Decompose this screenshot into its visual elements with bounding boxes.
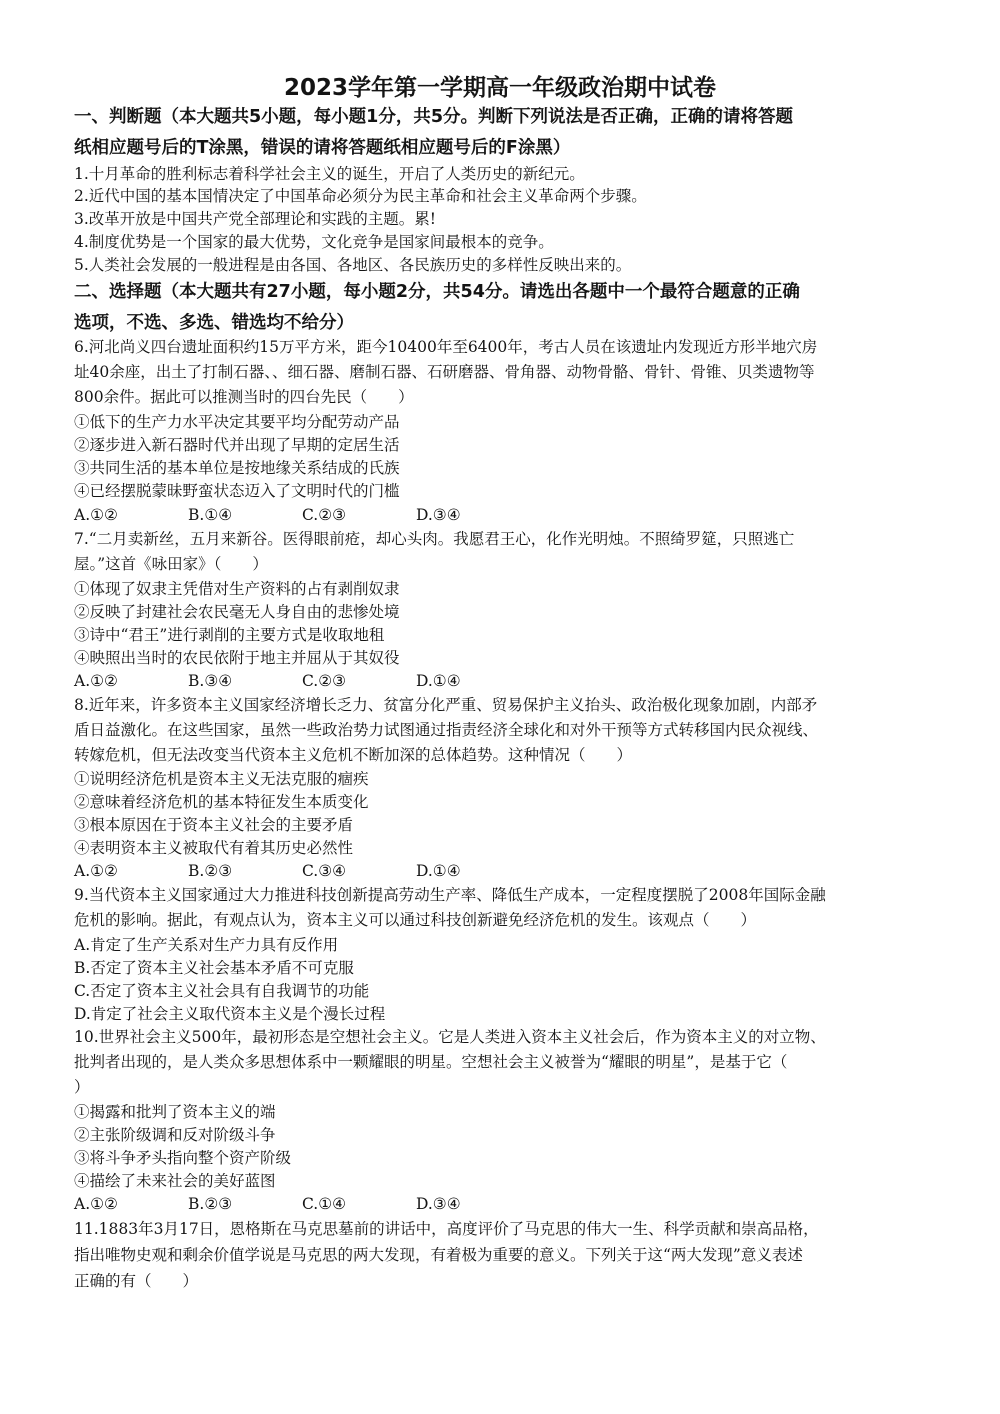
section1-header-cont: 纸相应题号后的T涂黑，错误的请将答题纸相应题号后的F涂黑）: [74, 138, 571, 158]
option-a[interactable]: A.①②: [74, 506, 118, 524]
question-6-options: [74, 504, 932, 526]
question-7-statement: ④映照出当时的农民依附于地主并屈从于其奴役: [74, 649, 400, 667]
question-6-statement: ①低下的生产力水平决定其要平均分配劳动产品: [74, 413, 400, 431]
option-b[interactable]: B.②③: [188, 1195, 233, 1213]
question-11-stem: 11.1883年3月17日，恩格斯在马克思墓前的讲话中，高度评价了马克思的伟大一生、科学贡献和崇高品格，: [74, 1220, 819, 1238]
question-7-statement: ①体现了奴隶主凭借对生产资料的占有剥削奴隶: [74, 580, 400, 598]
question-9-stem: 危机的影响。据此，有观点认为，资本主义可以通过科技创新避免经济危机的发生。该观点（ ）: [74, 911, 757, 929]
question-9-choice-d[interactable]: D.肯定了社会主义取代资本主义是个漫长过程: [74, 1005, 386, 1023]
question-10-stem: 10.世界社会主义500年，最初形态是空想社会主义。它是人类进入资本主义社会后，作为资本主义的对立物、: [74, 1028, 826, 1046]
option-c[interactable]: C.②③: [302, 506, 347, 524]
question-7-options: [74, 670, 932, 692]
question-9-stem: 9.当代资本主义国家通过大力推进科技创新提高劳动生产率、降低生产成本，一定程度摆脱了2008年国际金融: [74, 886, 826, 904]
question-6-statement: ③共同生活的基本单位是按地缘关系结成的氏族: [74, 459, 400, 477]
question-8-statement: ③根本原因在于资本主义社会的主要矛盾: [74, 816, 354, 834]
exam-title: 2023学年第一学期高一年级政治期中试卷: [283, 75, 716, 101]
question-7-statement: ②反映了封建社会农民毫无人身自由的悲惨处境: [74, 603, 400, 621]
question-10-statement: ④描绘了未来社会的美好蓝图: [74, 1172, 276, 1190]
question-9-choice-b[interactable]: B.否定了资本主义社会基本矛盾不可克服: [74, 959, 354, 977]
question-10-options: [74, 1193, 932, 1215]
question-8-stem: 盾日益激化。在这些国家，虽然一些政治势力试图通过指责经济全球化和对外干预等方式转移国内民众视线、: [74, 721, 819, 739]
section2-header: 二、选择题（本大题共有27小题，每小题2分，共54分。请选出各题中一个最符合题意的正确: [74, 282, 800, 302]
question-10-stem: 批判者出现的，是人类众多思想体系中一颗耀眼的明星。空想社会主义被誉为“耀眼的明星”，是基于它（: [74, 1053, 788, 1071]
judgment-item: 5.人类社会发展的一般进程是由各国、各地区、各民族历史的多样性反映出来的。: [74, 256, 632, 274]
question-6-stem: 6.河北尚义四台遗址面积约15万平方米，距今10400年至6400年，考古人员在该遗址内发现近方形半地穴房: [74, 338, 818, 356]
option-a[interactable]: A.①②: [74, 1195, 118, 1213]
question-8-statement: ④表明资本主义被取代有着其历史必然性: [74, 839, 354, 857]
option-c[interactable]: C.②③: [302, 672, 347, 690]
question-10-stem: ）: [74, 1078, 90, 1096]
question-8-statement: ②意味着经济危机的基本特征发生本质变化: [74, 793, 369, 811]
question-6-statement: ④已经摆脱蒙昧野蛮状态迈入了文明时代的门槛: [74, 482, 400, 500]
option-d[interactable]: D.①④: [416, 862, 461, 880]
question-11-stem: 正确的有（ ）: [74, 1272, 199, 1290]
question-11-stem: 指出唯物史观和剩余价值学说是马克思的两大发现，有着极为重要的意义。下列关于这“两大发现”意义表述: [74, 1246, 803, 1264]
question-7-statement: ③诗中“君王”进行剥削的主要方式是收取地租: [74, 626, 385, 644]
judgment-item: 3.改革开放是中国共产党全部理论和实践的主题。累!: [74, 210, 437, 228]
option-d[interactable]: D.③④: [416, 1195, 461, 1213]
question-10-statement: ①揭露和批判了资本主义的端: [74, 1103, 276, 1121]
question-7-stem: 7.“二月卖新丝，五月来新谷。医得眼前疮，却心头肉。我愿君王心，化作光明烛。不照绮罗筵，只照逃亡: [74, 530, 795, 548]
question-8-stem: 转嫁危机，但无法改变当代资本主义危机不断加深的总体趋势。这种情况（ ）: [74, 746, 633, 764]
question-8-statement: ①说明经济危机是资本主义无法克服的痼疾: [74, 770, 369, 788]
judgment-item: 2.近代中国的基本国情决定了中国革命必须分为民主革命和社会主义革命两个步骤。: [74, 187, 647, 205]
question-9-choice-a[interactable]: A.肯定了生产关系对生产力具有反作用: [74, 936, 339, 954]
option-c[interactable]: C.①④: [302, 1195, 347, 1213]
question-7-stem: 屋。”这首《咏田家》（ ）: [74, 555, 268, 573]
option-d[interactable]: D.①④: [416, 672, 461, 690]
question-8-options: [74, 860, 932, 882]
question-6-stem: 址40余座，出土了打制石器、、细石器、磨制石器、石研磨器、骨角器、动物骨骼、骨针、骨锥、贝类遗物等: [74, 363, 815, 381]
judgment-item: 4.制度优势是一个国家的最大优势，文化竞争是国家间最根本的竞争。: [74, 233, 554, 251]
section1-header: 一、判断题（本大题共5小题，每小题1分，共5分。判断下列说法是否正确，正确的请将答题: [74, 107, 794, 127]
question-10-statement: ③将斗争矛头指向整个资产阶级: [74, 1149, 292, 1167]
option-c[interactable]: C.③④: [302, 862, 347, 880]
option-a[interactable]: A.①②: [74, 672, 118, 690]
question-8-stem: 8.近年来，许多资本主义国家经济增长乏力、贫富分化严重、贸易保护主义抬头、政治极化现象加剧，内部矛: [74, 696, 818, 714]
option-d[interactable]: D.③④: [416, 506, 461, 524]
question-6-statement: ②逐步进入新石器时代并出现了早期的定居生活: [74, 436, 400, 454]
section2-header-cont: 选项，不选、多选、错选均不给分）: [74, 313, 354, 333]
judgment-item: 1.十月革命的胜利标志着科学社会主义的诞生，开启了人类历史的新纪元。: [74, 165, 585, 183]
option-b[interactable]: B.②③: [188, 862, 233, 880]
question-10-statement: ②主张阶级调和反对阶级斗争: [74, 1126, 276, 1144]
option-a[interactable]: A.①②: [74, 862, 118, 880]
question-6-stem: 800余件。据此可以推测当时的四台先民（ ）: [74, 388, 414, 406]
option-b[interactable]: B.③④: [188, 672, 233, 690]
option-b[interactable]: B.①④: [188, 506, 233, 524]
question-9-choice-c[interactable]: C.否定了资本主义社会具有自我调节的功能: [74, 982, 370, 1000]
